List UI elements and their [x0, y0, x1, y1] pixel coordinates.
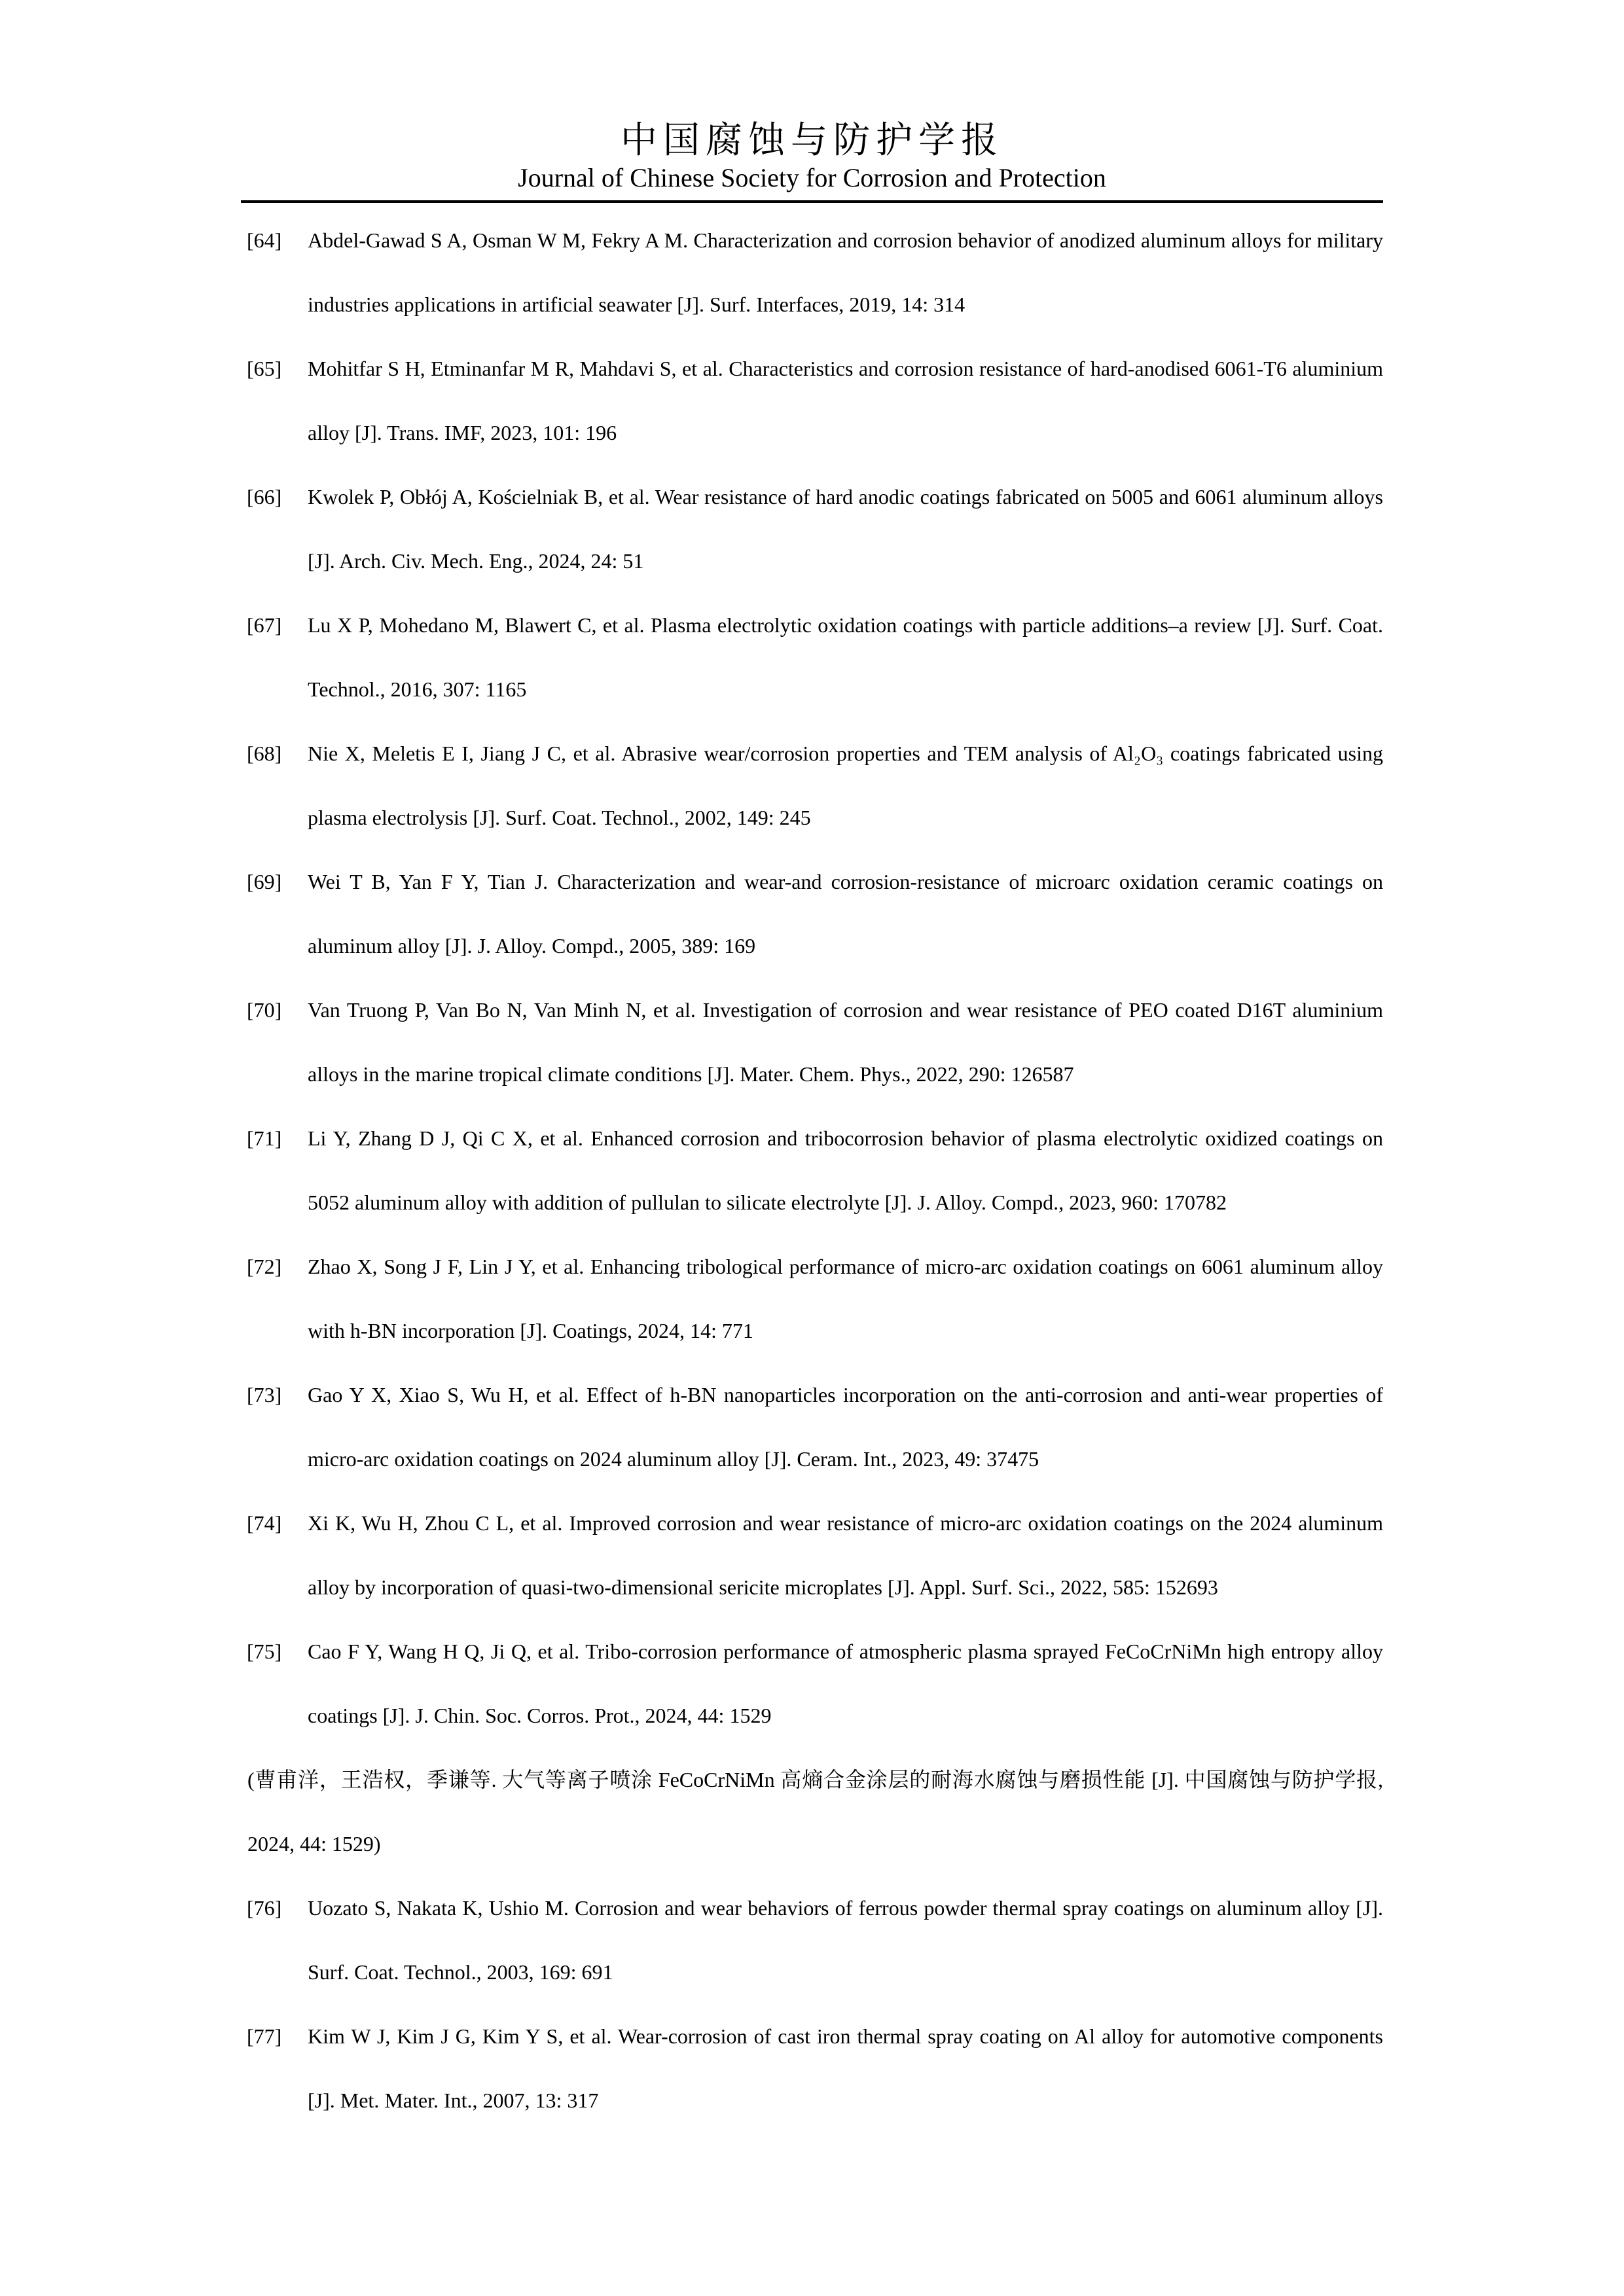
reference-number: [72]: [247, 1255, 282, 1279]
reference-number: [64]: [247, 228, 282, 253]
reference-number: [75]: [247, 1640, 282, 1664]
reference-item-67: [241, 593, 1383, 721]
reference-item-77: [241, 2004, 1383, 2132]
reference-number: [76]: [247, 1896, 282, 1920]
header-divider: [241, 200, 1383, 203]
reference-item-72: [241, 1234, 1383, 1363]
reference-text: Kim W J, Kim J G, Kim Y S, et al. Wear-corrosion of cast iron thermal spray coating on Al alloy for automotive components [J]. Met. Mater. Int., 2007, 13: 317: [308, 2024, 1383, 2113]
reference-text: Xi K, Wu H, Zhou C L, et al. Improved corrosion and wear resistance of micro-arc oxidation coatings on the 2024 aluminum alloy by incorporation of quasi-two-dimensional sericite microplates [J]. Appl. Surf. Sci., 2022, 585: 152693: [308, 1511, 1383, 1600]
reference-text: Gao Y X, Xiao S, Wu H, et al. Effect of h-BN nanoparticles incorporation on the anti-corrosion and anti-wear properties of micro-arc oxidation coatings on 2024 aluminum alloy [J]. Ceram. Int., 2023, 49: 37475: [308, 1383, 1383, 1471]
reference-item-76: [241, 1876, 1383, 2004]
journal-title-chinese: 中国腐蚀与防护学报: [621, 120, 1003, 161]
reference-number: [66]: [247, 485, 282, 509]
reference-text: Kwolek P, Obłój A, Kościelniak B, et al. Wear resistance of hard anodic coatings fabricated on 5005 and 6061 aluminum alloys [J]. Arch. Civ. Mech. Eng., 2024, 24: 51: [308, 485, 1383, 573]
reference-translation-75: (曹甫洋，王浩权，季谦等. 大气等离子喷涂 FeCoCrNiMn 高熵合金涂层的耐海水腐蚀与磨损性能 [J]. 中国腐蚀与防护学报, 2024, 44: 1529): [247, 1768, 1383, 1856]
reference-item-65: [241, 336, 1383, 465]
reference-number: [73]: [247, 1383, 282, 1407]
reference-text: Wei T B, Yan F Y, Tian J. Characterization and wear-and corrosion-resistance of microarc oxidation ceramic coatings on aluminum alloy [J]. J. Alloy. Compd., 2005, 389: 169: [308, 870, 1383, 958]
page-content: [241, 0, 1383, 2132]
reference-number: [77]: [247, 2024, 282, 2049]
reference-text: Uozato S, Nakata K, Ushio M. Corrosion and wear behaviors of ferrous powder thermal spray coatings on aluminum alloy [J]. Surf. Coat. Technol., 2003, 169: 691: [308, 1896, 1383, 1984]
reference-text: Van Truong P, Van Bo N, Van Minh N, et al. Investigation of corrosion and wear resistance of PEO coated D16T aluminium alloys in the marine tropical climate conditions [J]. Mater. Chem. Phys., 2022, 290: 126587: [308, 998, 1383, 1086]
reference-number: [70]: [247, 998, 282, 1022]
reference-item-73: [241, 1363, 1383, 1491]
reference-item-66: [241, 465, 1383, 593]
reference-text: Nie X, Meletis E I, Jiang J C, et al. Abrasive wear/corrosion properties and TEM analysis of Al₂O₃ coatings fabricated using plasma electrolysis [J]. Surf. Coat. Technol., 2002, 149: 245: [308, 742, 1383, 830]
reference-number: [65]: [247, 357, 282, 381]
reference-number: [67]: [247, 613, 282, 637]
reference-text: Lu X P, Mohedano M, Blawert C, et al. Plasma electrolytic oxidation coatings with particle additions–a review [J]. Surf. Coat. Technol., 2016, 307: 1165: [308, 613, 1383, 702]
reference-item-69: [241, 850, 1383, 978]
reference-item-74: [241, 1491, 1383, 1619]
reference-item-71: [241, 1106, 1383, 1234]
reference-list: [241, 208, 1383, 2132]
reference-item-70: [241, 978, 1383, 1106]
reference-item-64: [241, 208, 1383, 336]
reference-item-68: [241, 721, 1383, 850]
reference-number: [74]: [247, 1511, 282, 1535]
reference-number: [68]: [247, 742, 282, 766]
reference-number: [71]: [247, 1126, 282, 1151]
reference-text: Zhao X, Song J F, Lin J Y, et al. Enhancing tribological performance of micro-arc oxidation coatings on 6061 aluminum alloy with h-BN incorporation [J]. Coatings, 2024, 14: 771: [308, 1255, 1383, 1343]
reference-item-75: [241, 1619, 1383, 1748]
reference-text: Abdel-Gawad S A, Osman W M, Fekry A M. Characterization and corrosion behavior of anodized aluminum alloys for military industries applications in artificial seawater [J]. Surf. Interfaces, 2019, 14: 314: [308, 228, 1383, 317]
reference-text: Mohitfar S H, Etminanfar M R, Mahdavi S, et al. Characteristics and corrosion resistance of hard-anodised 6061-T6 aluminium alloy [J]. Trans. IMF, 2023, 101: 196: [308, 357, 1383, 445]
journal-title-english: Journal of Chinese Society for Corrosion and Protection: [518, 163, 1106, 193]
reference-text: Li Y, Zhang D J, Qi C X, et al. Enhanced corrosion and tribocorrosion behavior of plasma electrolytic oxidized coatings on 5052 aluminum alloy with addition of pullulan to silicate electrolyte [J]. J. Alloy. Compd., 2023, 960: 170782: [308, 1126, 1383, 1215]
reference-text: Cao F Y, Wang H Q, Ji Q, et al. Tribo-corrosion performance of atmospheric plasma sprayed FeCoCrNiMn high entropy alloy coatings [J]. J. Chin. Soc. Corros. Prot., 2024, 44: 1529: [308, 1640, 1383, 1728]
reference-number: [69]: [247, 870, 282, 894]
